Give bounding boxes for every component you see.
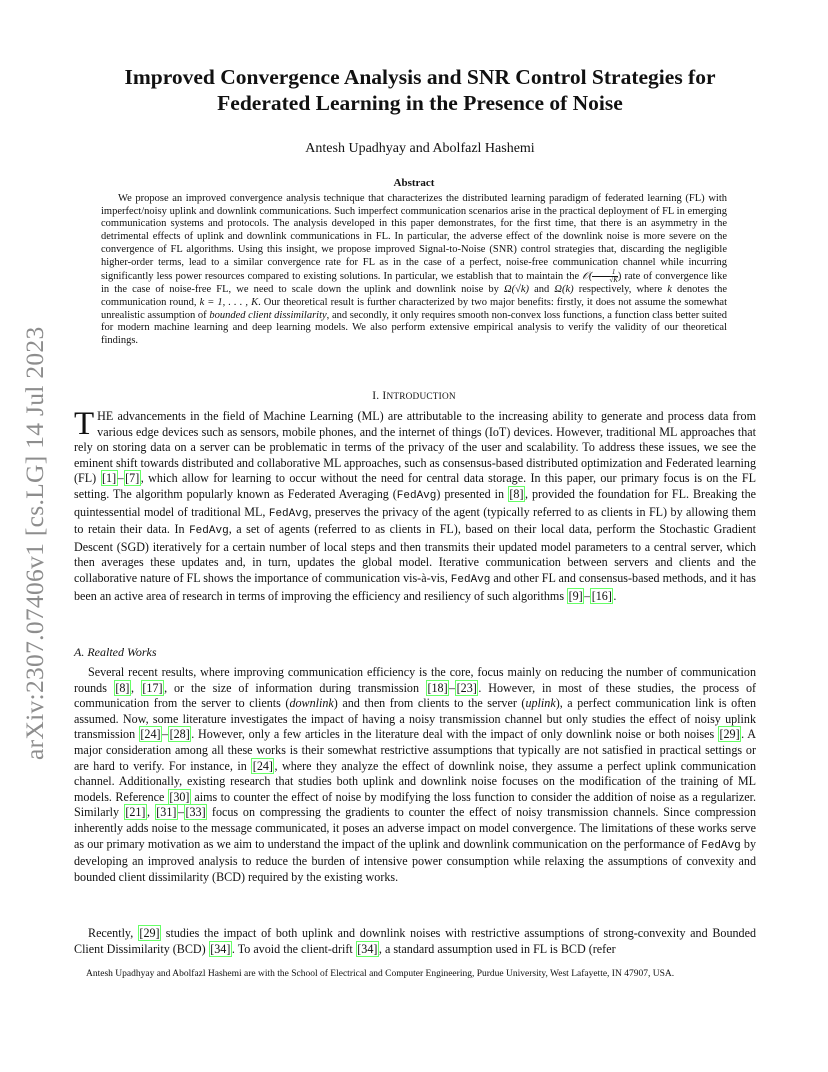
code-fedavg: FedAvg (189, 525, 229, 538)
subsection-heading-related-works: A. Realted Works (74, 645, 157, 659)
related-works-paragraph-2: Recently, [29] studies the impact of both uplink and downlink noises with restrictive assumptions of strong-convexity and Bounded Client Dissimilarity (BCD) [34] . To avoid the client-drift [34] , a standard assumption used in FL is BCD (refer (74, 926, 756, 956)
citation-link[interactable]: [31] (156, 805, 177, 820)
related-works-paragraph-1: Several recent results, where improving communication efficiency is the core, focus mainly on reducing the number of communication rounds [8] , [17] , or the size of information during transmission [18] – [23] . However, in most of these studies, the process of communication from the server to clients (downlink) and then from clients to the server (uplink), a perfect communication link is often assumed. Now, some literature investigates the impact of having a noisy transmission channel but only studies the effect of noisy uplink transmission [24] – [28] . However, only a few articles in the literature deal with the impact of only downlink noise or both noises [29] . A major consideration among all these works is their somewhat restrictive assumptions that typically are not satisfied in practical settings or are hard to verify. For instance, in [24] , where they analyze the effect of downlink noise, they assume a perfect uplink communication channel. Additionally, existing research that studies both uplink and downlink noise focuses on the modification of the training of ML models. Reference [30] aims to counter the effect of noise by modifying the loss function to consider the addition of noise as a regularizer. Similarly [21] , [31] – [33] focus on compressing the gradients to counter the effect of noisy transmission channels. Since compression inherently adds noise to the message communicated, it poses an adverse impact on model convergence. The limitations of these works serve as our primary motivation as we aim to understand the impact of the uplink and downlink communication on the performance of FedAvg by developing an improved analysis to reduce the burden of intensive power consumption while relaxing the assumptions of convexity and bounded client dissimilarity (BCD) required by the existing works. (74, 665, 757, 884)
code-fedavg: FedAvg (450, 573, 491, 586)
code-fedavg: FedAvg (701, 839, 741, 852)
abstract-text: We propose an improved convergence analysis technique that characterizes the distributed learning paradigm of federated learning (FL) with imperfect/noisy uplink and downlink communications. Such imperfect communication scenarios arise in the practical deployment of FL in emerging communication systems and protocols. The analysis developed in this paper demonstrates, for the first time, that there is an asymmetry in the detrimental effects of uplink and downlink communications in FL. In particular, the adverse effect of the downlink noise is more severe on the convergence of FL algorithms. Using this insight, we propose improved Signal-to-Noise (SNR) control strategies that, discarding the negligible higher-order terms, lead to a similar convergence rate for FL as in the case of a perfect, noise-free communication channel while incurring significantly less power resources compared to existing solutions. In particular, we establish that to maintain the 𝒪( $\frac{1}{√K}$ ) rate of convergence like in the case of noise-free FL, we need to scale down the uplink and downlink noise by Ω(√k) and Ω(k) respectively, where k denotes the communication round, k = 1, . . . , K. Our theoretical result is further characterized by two major benefits: firstly, it does not assume the somewhat unrealistic assumption of bounded client dissimilarity, and secondly, it only requires smooth non-convex loss functions, a function class better suited for modern machine learning and deep learning models. We also perform extensive empirical analysis to verify the validity of our theoretical findings. (101, 193, 727, 347)
downlink-emphasis: downlink (289, 696, 334, 711)
citation-link[interactable]: [29] (719, 727, 740, 742)
citation-link[interactable]: [9] (568, 588, 583, 603)
citation-link[interactable]: [24] (252, 758, 273, 773)
citation-link[interactable]: [8] (115, 680, 130, 695)
abstract-heading: Abstract (393, 177, 435, 189)
big-o-symbol: 𝒪( (582, 271, 593, 283)
uplink-scaling: Ω(√k) (503, 284, 529, 296)
citation-link[interactable]: [21] (125, 805, 146, 820)
citation-link[interactable]: [16] (591, 588, 612, 603)
citation-link[interactable]: [28] (169, 727, 190, 742)
title-line-2: Federated Learning in the Presence of Noise (217, 91, 623, 115)
arxiv-stamp: arXiv:2307.07406v1 [cs.LG] 14 Jul 2023 (20, 326, 49, 760)
drop-cap: T (74, 406, 95, 442)
downlink-scaling: Ω(k) (554, 284, 574, 296)
rate-fraction: $\frac{1}{√K}$ (592, 269, 618, 284)
citation-link[interactable]: [33] (185, 805, 206, 820)
citation-link[interactable]: [29] (139, 926, 160, 940)
citation-link[interactable]: [30] (169, 789, 190, 804)
introduction-paragraph: THE advancements in the field of Machine Learning (ML) are attributable to the increasing ability to generate and process data from various edge devices such as sensors, mobile phones, and the internet of things (IoT) devices. However, traditional ML approaches that rely on storing data on a server can be problematic in terms of the privacy of the user and scalability. To address these issues, we see the eminent shift towards distributed and collaborative ML approaches, such as consensus-based distributed optimization and Federated learning (FL) [1] – [7] , which allow for learning to occur without the need for central data storage. In this paper, our primary focus is on the FL setting. The algorithm popularly known as Federated Averaging (FedAvg) presented in [8] , provided the foundation for FL. Breaking the quintessential model of traditional ML, FedAvg, preserves the privacy of the agent (typically referred to as clients in FL) by allowing them to retain their data. In FedAvg, a set of agents (referred to as clients in FL), based on their local data, perform the Stochastic Gradient Descent (SGD) iteratively for a certain number of local steps and then transmits their updated model parameters to a central server, which then averages these updates and, in turn, updates the global model. Iterative communication between servers and clients and the collaborative nature of FL shows the importance of communication vis-à-vis, FedAvg and other FL and consensus-based methods, and it has been an active area of research in terms of improving the efficiency and resiliency of such algorithms [9] – [16] . (74, 406, 756, 603)
citation-link[interactable]: [34] (357, 941, 378, 956)
citation-link[interactable]: [18] (427, 680, 448, 695)
bcd-emphasis: bounded client dissimilarity (209, 309, 327, 321)
authors: Antesh Upadhyay and Abolfazl Hashemi (305, 141, 535, 156)
section-heading-introduction: I. INTRODUCTION (372, 390, 456, 402)
citation-link[interactable]: [24] (140, 727, 161, 742)
title-line-1: Improved Convergence Analysis and SNR Control Strategies for (124, 65, 716, 89)
paper-title (80, 64, 760, 116)
citation-link[interactable]: [34] (210, 941, 231, 956)
citation-link[interactable]: [23] (456, 680, 477, 695)
citation-link[interactable]: [8] (509, 486, 524, 501)
citation-link[interactable]: [7] (125, 471, 140, 486)
citation-link[interactable]: [17] (142, 680, 163, 695)
uplink-emphasis: uplink (525, 696, 556, 711)
code-fedavg: FedAvg (268, 507, 309, 520)
author-affiliation-footnote: Antesh Upadhyay and Abolfazl Hashemi are with the School of Electrical and Computer Engineering, Purdue University, West Lafayette, IN 47907, USA. (86, 969, 675, 979)
citation-link[interactable]: [1] (102, 471, 117, 486)
code-fedavg: FedAvg (396, 489, 437, 502)
